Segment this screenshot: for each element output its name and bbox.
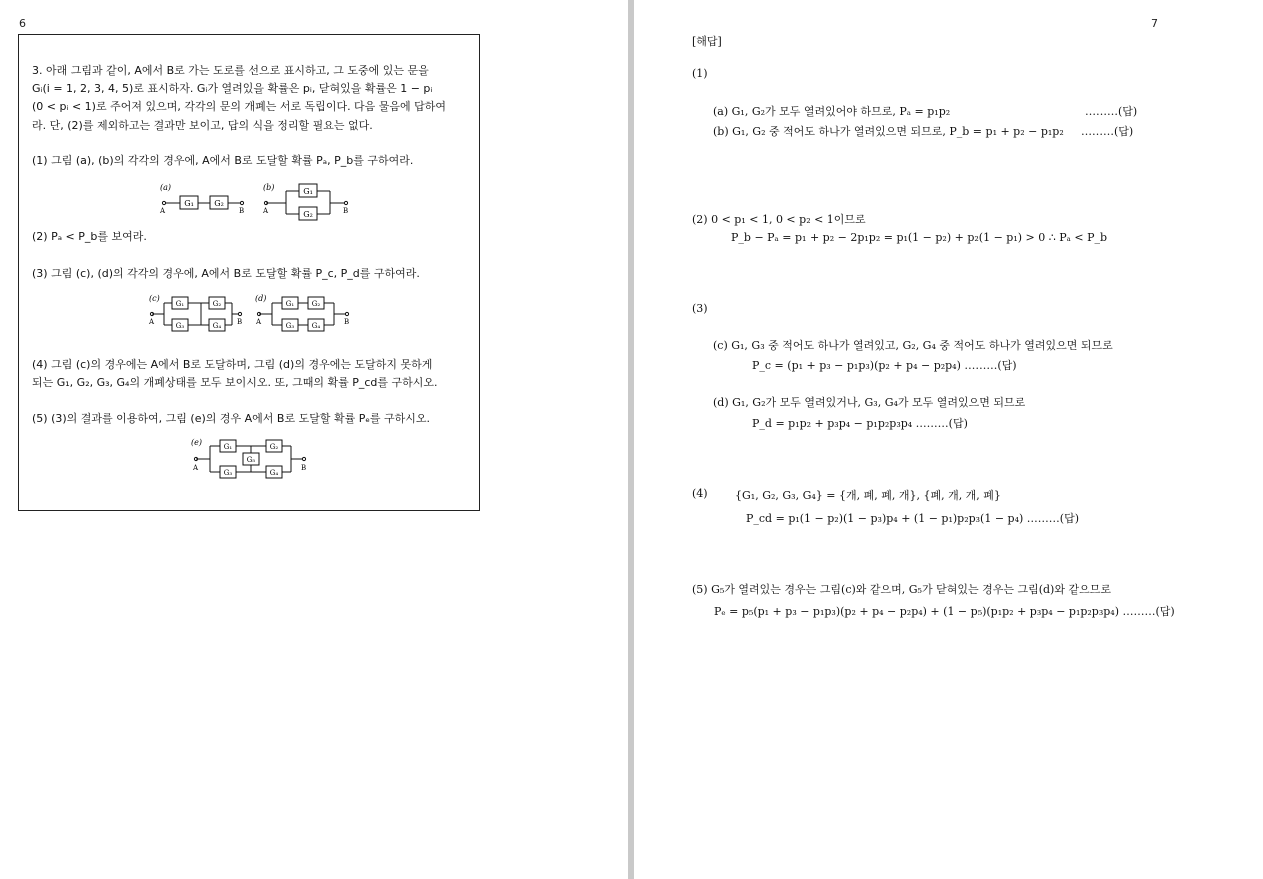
node-a-label: A <box>193 464 199 472</box>
gate-g3-label: G₃ <box>223 469 233 477</box>
gate-g2-label: G₂ <box>303 210 313 219</box>
solution-5-line-2: Pₑ = p₅(p₁ + p₃ − p₁p₃)(p₂ + p₄ − p₂p₄) + (1 − p₅)(p₁p₂ + p₃p₄ − p₁p₂p₃p₄) ………(답) <box>714 605 1175 618</box>
gate-g5-label: G₅ <box>246 456 256 464</box>
problem-line-2: Gᵢ(i = 1, 2, 3, 4, 5)로 표시하자. Gᵢ가 열려있을 확률은 pᵢ, 닫혀있을 확률은 1 − pᵢ <box>32 82 433 95</box>
figure-b-label: (b) <box>263 183 275 192</box>
figure-d-circuit <box>254 293 354 335</box>
figure-b-parallel-circuit <box>262 180 354 224</box>
solution-2-line-1: (2) 0 < p₁ < 1, 0 < p₂ < 1이므로 <box>692 213 866 226</box>
gate-g4-label: G₄ <box>269 469 279 477</box>
problem-line-3: (0 < pᵢ < 1)로 주어져 있으며, 각각의 문의 개폐는 서로 독립이다. 다음 물음에 답하여 <box>32 100 447 113</box>
solution-1-label: (1) <box>692 67 708 80</box>
figure-c-circuit <box>148 293 248 335</box>
page-number-right: 7 <box>1151 17 1158 30</box>
question-1: (1) 그림 (a), (b)의 각각의 경우에, A에서 B로 도달할 확률 Pₐ, P_b를 구하여라. <box>32 154 414 167</box>
solution-4-label: (4) <box>692 487 708 500</box>
solution-1b: (b) G₁, G₂ 중 적어도 하나가 열려있으면 되므로, P_b = p₁ + p₂ − p₁p₂ <box>713 125 1064 138</box>
gate-g1-label: G₁ <box>175 300 185 308</box>
question-3: (3) 그림 (c), (d)의 각각의 경우에, A에서 B로 도달할 확률 P_c, P_d를 구하여라. <box>32 267 420 280</box>
node-b-label: B <box>301 464 307 472</box>
gate-g1-label: G₁ <box>285 300 295 308</box>
node-b-label: B <box>344 318 350 326</box>
solution-3d-line-1: (d) G₁, G₂가 모두 열려있거나, G₃, G₄가 모두 열려있으면 되므로 <box>713 396 1026 409</box>
node-a-label: A <box>263 207 269 215</box>
solution-4-line-1: {G₁, G₂, G₃, G₄} = {개, 폐, 폐, 개}, {폐, 개, 개, 폐} <box>735 489 1001 502</box>
question-2: (2) Pₐ < P_b를 보여라. <box>32 230 147 243</box>
solution-1b-answer-mark: ………(답) <box>1081 125 1134 138</box>
figure-a-label: (a) <box>160 183 172 192</box>
figure-a-series-circuit <box>158 180 248 216</box>
solution-4-line-2: P_cd = p₁(1 − p₂)(1 − p₃)p₄ + (1 − p₁)p₂p₃(1 − p₄) ………(답) <box>746 512 1080 525</box>
solution-3-label: (3) <box>692 302 708 315</box>
gate-g1-label: G₁ <box>303 187 313 196</box>
gate-g1-label: G₁ <box>223 443 233 451</box>
solution-5-line-1: (5) G₅가 열려있는 경우는 그림(c)와 같으며, G₅가 닫혀있는 경우는 그림(d)와 같으므로 <box>692 583 1111 596</box>
gate-g1-label: G₁ <box>184 199 194 208</box>
node-a-label: A <box>160 207 166 215</box>
problem-line-1: 3. 아래 그림과 같이, A에서 B로 가는 도로를 선으로 표시하고, 그 도중에 있는 문을 <box>32 64 429 77</box>
figure-d-label: (d) <box>255 294 267 303</box>
node-a-label: A <box>149 318 155 326</box>
node-b-label: B <box>237 318 243 326</box>
node-a-label: A <box>256 318 262 326</box>
node-b-label: B <box>239 207 245 215</box>
page-number-left: 6 <box>19 17 26 30</box>
solution-3c-line-2: P_c = (p₁ + p₃ − p₁p₃)(p₂ + p₄ − p₂p₄) ………(답) <box>752 359 1017 372</box>
left-page <box>0 0 628 879</box>
right-page <box>634 0 1263 879</box>
solution-3d-line-2: P_d = p₁p₂ + p₃p₄ − p₁p₂p₃p₄ ………(답) <box>752 417 968 430</box>
question-4-line-2: 되는 G₁, G₂, G₃, G₄의 개폐상태를 모두 보이시오. 또, 그때의 확률 P_cd를 구하시오. <box>32 376 438 389</box>
figure-c-label: (c) <box>149 294 160 303</box>
question-5: (5) (3)의 결과를 이용하여, 그림 (e)의 경우 A에서 B로 도달할 확률 Pₑ를 구하시오. <box>32 412 431 425</box>
gate-g2-label: G₂ <box>269 443 279 451</box>
gate-g3-label: G₃ <box>285 322 295 330</box>
solution-3c-line-1: (c) G₁, G₃ 중 적어도 하나가 열려있고, G₂, G₄ 중 적어도 하나가 열려있으면 되므로 <box>713 339 1113 352</box>
problem-line-4: 라. 단, (2)를 제외하고는 결과만 보이고, 답의 식을 정리할 필요는 없다. <box>32 119 373 132</box>
node-b-label: B <box>343 207 349 215</box>
solution-heading: [해답] <box>692 35 722 48</box>
gate-g2-label: G₂ <box>214 199 224 208</box>
solution-2-line-2: P_b − Pₐ = p₁ + p₂ − 2p₁p₂ = p₁(1 − p₂) + p₂(1 − p₁) > 0 ∴ Pₐ < P_b <box>731 231 1108 244</box>
question-4-line-1: (4) 그림 (c)의 경우에는 A에서 B로 도달하며, 그림 (d)의 경우에는 도달하지 못하게 <box>32 358 433 371</box>
gate-g2-label: G₂ <box>311 300 321 308</box>
solution-1a: (a) G₁, G₂가 모두 열려있어야 하므로, Pₐ = p₁p₂ <box>713 105 951 118</box>
gate-g2-label: G₂ <box>212 300 222 308</box>
gate-g3-label: G₃ <box>175 322 185 330</box>
gate-g4-label: G₄ <box>311 322 321 330</box>
figure-e-label: (e) <box>191 438 202 447</box>
gate-g4-label: G₄ <box>212 322 222 330</box>
solution-1a-answer-mark: ………(답) <box>1085 105 1138 118</box>
figure-e-bridge-circuit <box>190 436 312 482</box>
